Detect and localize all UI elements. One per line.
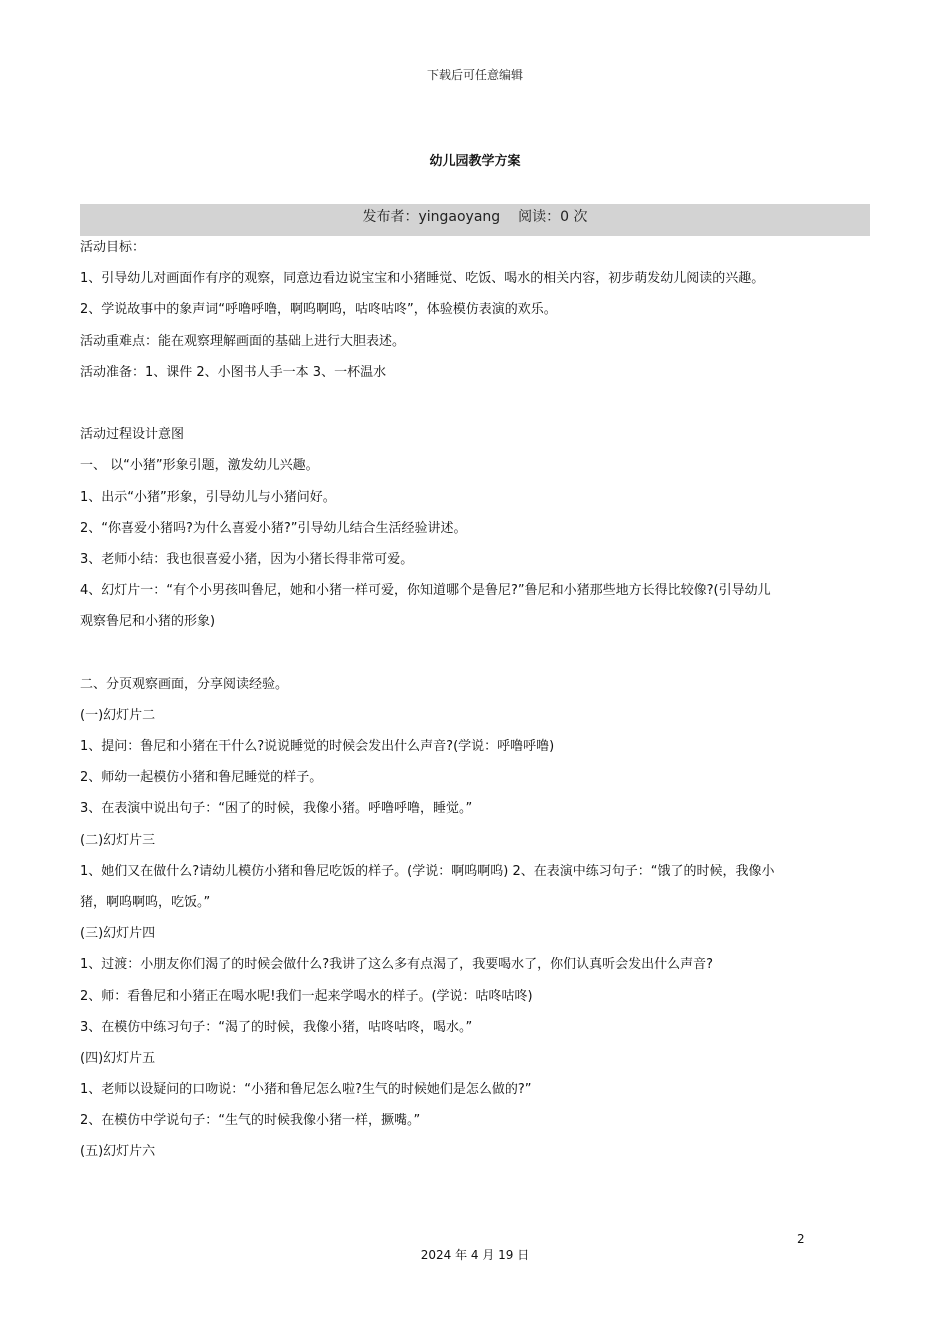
footer-date: 2024 年 4 月 19 日 [420, 1248, 530, 1262]
page-number: 2 [797, 1232, 805, 1246]
body-line: (一)幻灯片二 [80, 707, 156, 723]
body-line: 活动过程设计意图 [80, 427, 185, 443]
document-title: 幼儿园教学方案 [429, 154, 521, 169]
blank-line [80, 637, 870, 668]
body-line: (四)幻灯片五 [80, 1050, 156, 1066]
blank-line [80, 388, 870, 419]
body-line: 活动重难点：能在观察理解画面的基础上进行大胆表述。 [80, 333, 406, 349]
body-line: 1、老师以设疑问的口吻说：“小猪和鲁尼怎么啦?生气的时候她们是怎么做的?” [80, 1082, 532, 1098]
body-line: 2、师幼一起模仿小猪和鲁尼睡觉的样子。 [80, 770, 323, 786]
body-line: 3、在表演中说出句子：“困了的时候，我像小猪。呼噜呼噜，睡觉。” [80, 801, 473, 817]
body-line: 猪，啊呜啊呜，吃饭。” [80, 894, 211, 910]
body-line: 二、分页观察画面，分享阅读经验。 [80, 676, 289, 692]
body-line: (二)幻灯片三 [80, 832, 156, 848]
body-line: 观察鲁尼和小猪的形象) [80, 614, 216, 630]
body-line: 一、 以“小猪”形象引题，激发幼儿兴趣。 [80, 458, 319, 474]
header-note: 下载后可任意编辑 [426, 68, 523, 82]
body-line: 1、提问：鲁尼和小猪在干什么?说说睡觉的时候会发出什么声音?(学说：呼噜呼噜) [80, 739, 555, 754]
body-line: 2、学说故事中的象声词“呼噜呼噜，啊呜啊呜，咕咚咕咚”，体验模仿表演的欢乐。 [80, 302, 557, 318]
body-line: 活动目标： [80, 240, 146, 255]
body-line: 1、她们又在做什么?请幼儿模仿小猪和鲁尼吃饭的样子。(学说：啊呜啊呜) 2、在表演中练习句子：“饿了的时候，我像小 [80, 863, 775, 879]
body-line: (三)幻灯片四 [80, 926, 156, 942]
body-line: (五)幻灯片六 [80, 1144, 156, 1160]
body-line: 活动准备：1、课件 2、小图书人手一本 3、一杯温水 [80, 364, 387, 380]
publisher-label: 发布者：yingaoyang [362, 209, 501, 225]
document-body [80, 232, 870, 1168]
body-line: 3、老师小结：我也很喜爱小猪，因为小猪长得非常可爱。 [80, 551, 414, 567]
body-line: 2、“你喜爱小猪吗?为什么喜爱小猪?”引导幼儿结合生活经验讲述。 [80, 520, 467, 536]
body-line: 3、在模仿中练习句子：“渴了的时候，我像小猪，咕咚咕咚，喝水。” [80, 1019, 473, 1035]
body-line: 2、在模仿中学说句子：“生气的时候我像小猪一样，撅嘴。” [80, 1113, 421, 1129]
body-line: 2、师：看鲁尼和小猪正在喝水呢!我们一起来学喝水的样子。(学说：咕咚咕咚) [80, 988, 533, 1004]
body-line: 1、出示“小猪”形象，引导幼儿与小猪问好。 [80, 489, 336, 505]
reads-label: 阅读：0 次 [518, 209, 588, 225]
body-line: 4、幻灯片一：“有个小男孩叫鲁尼，她和小猪一样可爱，你知道哪个是鲁尼?”鲁尼和小猪那些地方长得比较像?(引导幼儿 [80, 583, 771, 599]
body-line: 1、过渡：小朋友你们渴了的时候会做什么?我讲了这么多有点渴了，我要喝水了，你们认真听会发出什么声音? [80, 957, 714, 973]
body-line: 1、引导幼儿对画面作有序的观察，同意边看边说宝宝和小猪睡觉、吃饭、喝水的相关内容，初步萌发幼儿阅读的兴趣。 [80, 271, 765, 287]
